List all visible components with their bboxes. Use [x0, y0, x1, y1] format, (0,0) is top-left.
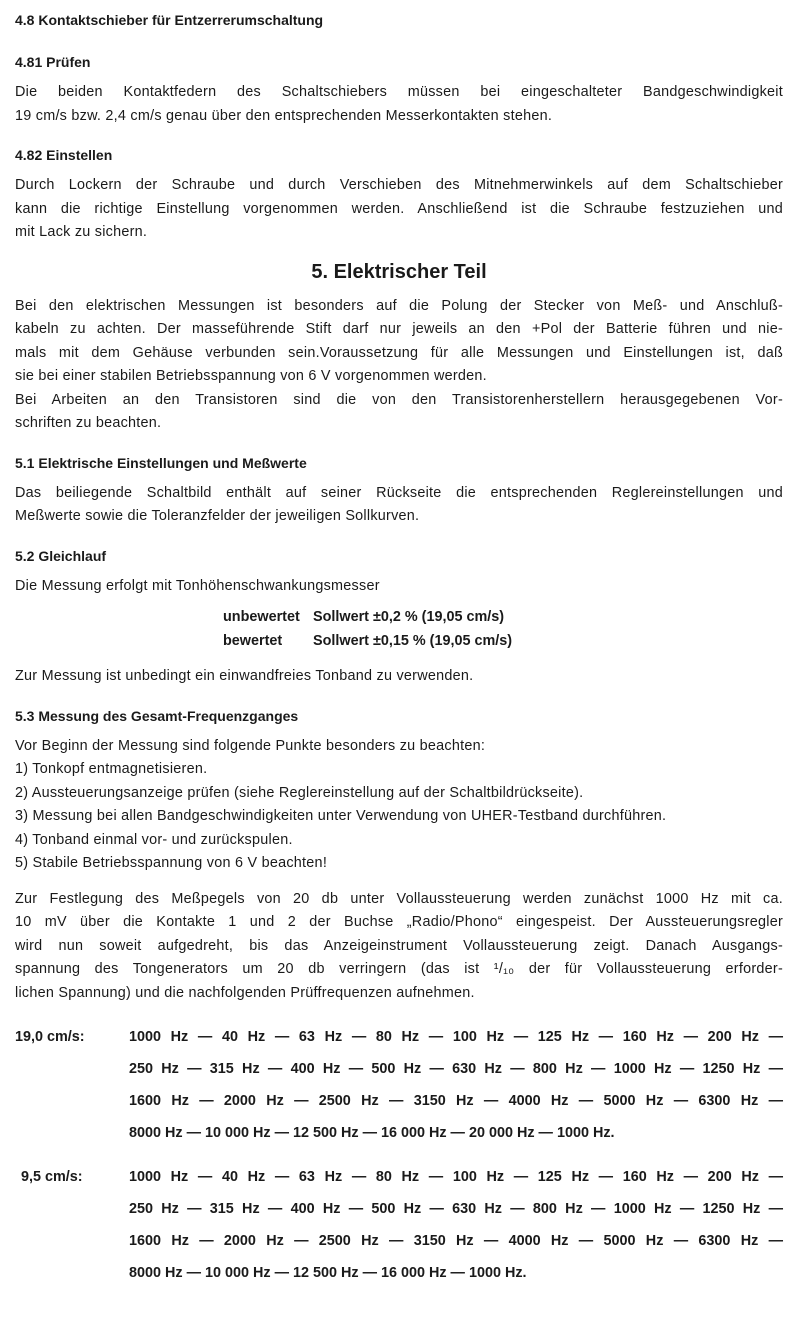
- section-4-8-heading: 4.8 Kontaktschieber für Entzerrerumschaltung: [15, 12, 324, 28]
- list-item: 1) Tonkopf entmagnetisieren.: [15, 761, 208, 777]
- chapter-5-paragraph: [15, 295, 783, 436]
- section-5-3-intro: [15, 735, 783, 876]
- text-line: Vor Beginn der Messung sind folgende Punkte besonders zu beachten:: [15, 737, 486, 754]
- text-line: sie bei einer stabilen Betriebsspannung von 6 V vorgenommen werden.: [15, 368, 487, 384]
- text-line: Die beiden Kontaktfedern des Schaltschiebers müssen bei eingeschalteter Bandgeschwindigkeit: [15, 84, 783, 100]
- frequency-line: 8000 Hz — 10 000 Hz — 12 500 Hz — 16 000 Hz — 1000 Hz.: [129, 1265, 527, 1281]
- frequency-list-19cm: [15, 1021, 783, 1149]
- speed-label: 9,5 cm/s:: [21, 1169, 83, 1185]
- section-5-2-intro: [15, 575, 783, 599]
- sollwert-table: [223, 606, 783, 653]
- text-line: mit Lack zu sichern.: [15, 224, 148, 240]
- text-line: Zur Festlegung des Meßpegels von 20 db unter Vollaussteuerung werden zunächst 1000 Hz mit ca.: [15, 890, 783, 907]
- text-line: kabeln zu achten. Der masseführende Stift darf nur jeweils an den +Pol der Batterie führen und nie-: [15, 321, 783, 337]
- text-line: Die Messung erfolgt mit Tonhöhenschwankungsmesser: [15, 577, 380, 594]
- list-item: 4) Tonband einmal vor- und zurückspulen.: [15, 831, 293, 848]
- section-4-82-heading: 4.82 Einstellen: [15, 147, 113, 163]
- sollwert-label: bewertet: [223, 632, 283, 649]
- text-line: wird nun soweit aufgedreht, bis das Anzeigeinstrument Vollaussteuerung zeigt. Danach Ausgangs-: [15, 937, 783, 954]
- section-5-2-heading: 5.2 Gleichlauf: [15, 547, 107, 564]
- text-line: 10 mV über die Kontakte 1 und 2 der Buchse „Radio/Phono“ eingespeist. Der Aussteuerungsregler: [15, 914, 783, 930]
- section-5-2-outro: [15, 665, 783, 689]
- text-line: Meßwerte sowie die Toleranzfelder der jeweiligen Sollkurven.: [15, 508, 420, 524]
- text-line: mals mit dem Gehäuse verbunden sein.Voraussetzung für alle Messungen und Einstellungen ist, daß: [15, 344, 783, 361]
- frequency-line: 1000 Hz — 40 Hz — 63 Hz — 80 Hz — 100 Hz — 125 Hz — 160 Hz — 200 Hz —: [129, 1029, 783, 1045]
- text-line: 19 cm/s bzw. 2,4 cm/s genau über den entsprechenden Messerkontakten stehen.: [15, 107, 553, 124]
- text-line: Zur Messung ist unbedingt ein einwandfreies Tonband zu verwenden.: [15, 668, 474, 684]
- sollwert-value: Sollwert ±0,2 % (19,05 cm/s): [313, 609, 505, 625]
- text-line: schriften zu beachten.: [15, 415, 162, 431]
- sollwert-row: [223, 630, 783, 654]
- section-4-82-paragraph: [15, 174, 783, 245]
- text-line: Bei den elektrischen Messungen ist besonders auf die Polung der Stecker von Meß- und Anschluß-: [15, 297, 783, 314]
- text-line: spannung des Tongenerators um 20 db verringern (das ist ¹/₁₀ der für Vollaussteuerung erforder-: [15, 961, 783, 977]
- frequency-line: 8000 Hz — 10 000 Hz — 12 500 Hz — 16 000 Hz — 20 000 Hz — 1000 Hz.: [129, 1125, 615, 1141]
- section-4-81-paragraph: [15, 81, 783, 128]
- frequency-list-9cm: [15, 1161, 783, 1289]
- frequency-line: 1000 Hz — 40 Hz — 63 Hz — 80 Hz — 100 Hz — 125 Hz — 160 Hz — 200 Hz —: [129, 1169, 783, 1185]
- sollwert-label: unbewertet: [223, 609, 300, 625]
- section-4-81-heading: 4.81 Prüfen: [15, 54, 91, 70]
- frequency-lines: [129, 1021, 783, 1149]
- text-line: Bei Arbeiten an den Transistoren sind die von den Transistorenherstellern herausgegebenen Vor-: [15, 391, 783, 408]
- frequency-lines: [129, 1161, 783, 1289]
- frequency-line: 1600 Hz — 2000 Hz — 2500 Hz — 3150 Hz — 4000 Hz — 5000 Hz — 6300 Hz —: [129, 1233, 783, 1249]
- frequency-line: 250 Hz — 315 Hz — 400 Hz — 500 Hz — 630 Hz — 800 Hz — 1000 Hz — 1250 Hz —: [129, 1061, 783, 1077]
- list-item: 2) Aussteuerungsanzeige prüfen (siehe Reglereinstellung auf der Schaltbildrückseite).: [15, 784, 584, 801]
- text-line: Das beiliegende Schaltbild enthält auf seiner Rückseite die entsprechenden Reglereinstellungen und: [15, 484, 783, 501]
- section-5-1-heading: 5.1 Elektrische Einstellungen und Meßwerte: [15, 454, 307, 471]
- list-item: 3) Messung bei allen Bandgeschwindigkeiten unter Verwendung von UHER-Testband durchführen.: [15, 808, 667, 824]
- chapter-5-title: 5. Elektrischer Teil: [311, 260, 487, 283]
- speed-label: 19,0 cm/s:: [15, 1029, 85, 1045]
- text-line: lichen Spannung) und die nachfolgenden Prüffrequenzen aufnehmen.: [15, 984, 475, 1001]
- text-line: Durch Lockern der Schraube und durch Verschieben des Mitnehmerwinkels auf dem Schaltschieber: [15, 177, 783, 193]
- sollwert-row: [223, 606, 783, 630]
- section-5-1-paragraph: [15, 482, 783, 529]
- frequency-line: 1600 Hz — 2000 Hz — 2500 Hz — 3150 Hz — 4000 Hz — 5000 Hz — 6300 Hz —: [129, 1093, 783, 1109]
- sollwert-value: Sollwert ±0,15 % (19,05 cm/s): [313, 632, 513, 649]
- section-5-3-paragraph: [15, 888, 783, 1006]
- document-page: [15, 8, 783, 1289]
- text-line: kann die richtige Einstellung vorgenommen werden. Anschließend ist die Schraube festzuziehen und: [15, 200, 783, 217]
- section-5-3-heading: 5.3 Messung des Gesamt-Frequenzganges: [15, 707, 299, 724]
- frequency-line: 250 Hz — 315 Hz — 400 Hz — 500 Hz — 630 Hz — 800 Hz — 1000 Hz — 1250 Hz —: [129, 1201, 783, 1217]
- list-item: 5) Stabile Betriebsspannung von 6 V beachten!: [15, 855, 328, 871]
